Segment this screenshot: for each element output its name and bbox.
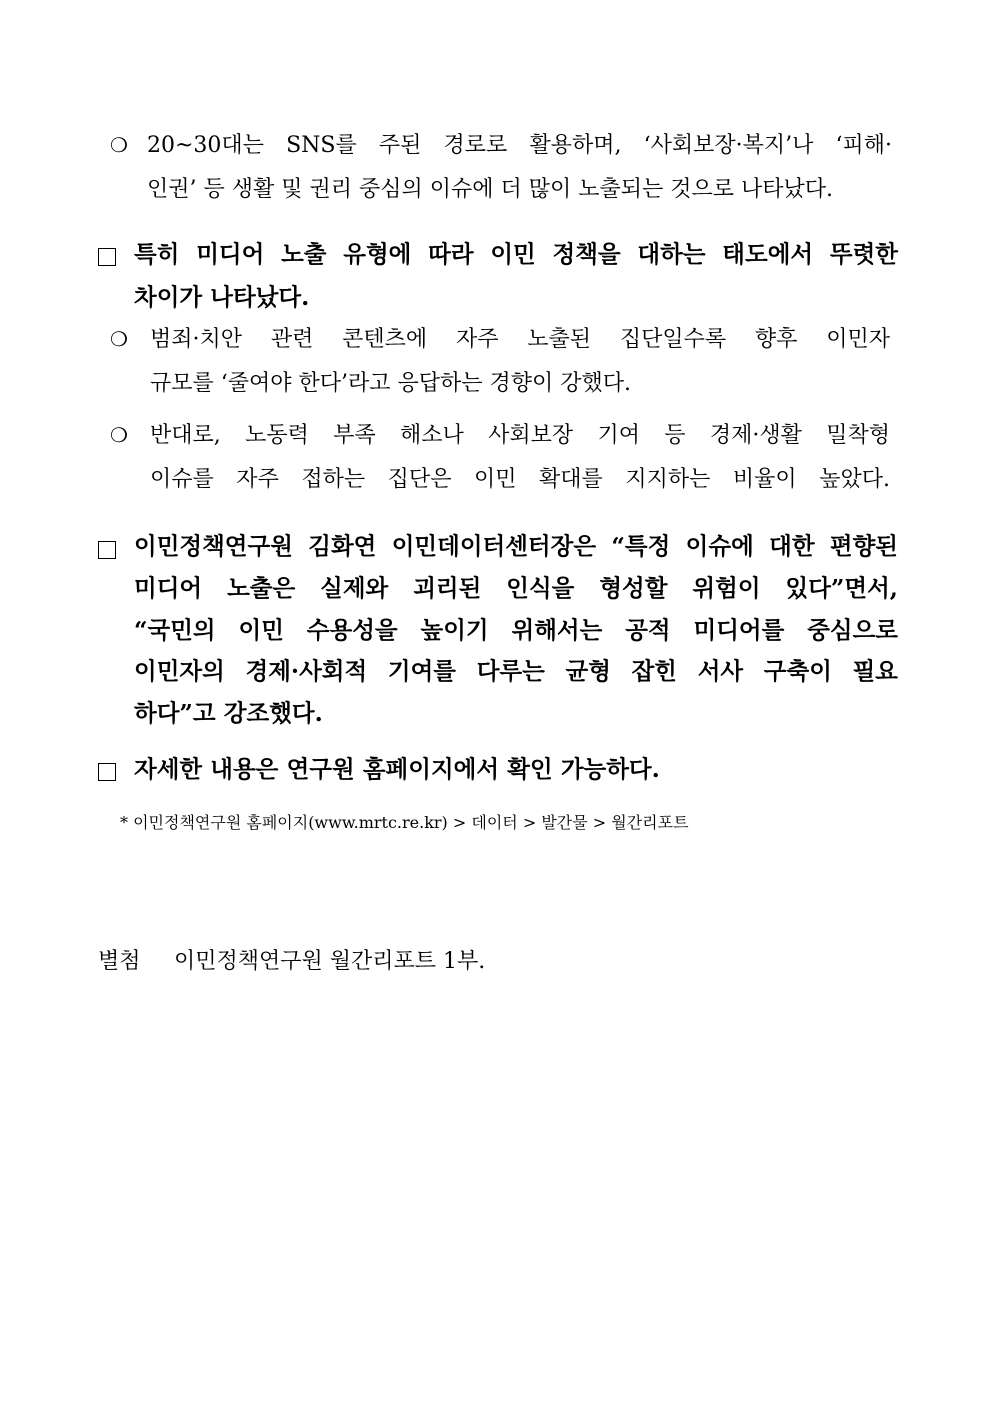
sns-usage-text-line-2: 인권’ 등 생활 및 권리 중심의 이슈에 더 많이 노출되는 것으로 나타났다. (147, 177, 833, 202)
attachment-text: 이민정책연구원 월간리포트 1부. (174, 949, 486, 974)
crime-content-text-line-1: 범죄·치안 관련 콘텐츠에 자주 노출된 집단일수록 향후 이민자 (150, 327, 890, 352)
director-quote-line-3: “국민의 이민 수용성을 높이기 위해서는 공적 미디어를 중심으로 (134, 616, 898, 644)
attitude-difference-heading-line-1: 특히 미디어 노출 유형에 따라 이민 정책을 대하는 태도에서 뚜렷한 (134, 240, 898, 268)
homepage-path-note: * 이민정책연구원 홈페이지(www.mrtc.re.kr) > 데이터 > 발간물 > 월간리포트 (120, 813, 689, 832)
economy-issue-text-line-2: 이슈를 자주 접하는 집단은 이민 확대를 지지하는 비율이 높았다. (150, 467, 890, 492)
homepage-info-heading: 자세한 내용은 연구원 홈페이지에서 확인 가능하다. (134, 755, 660, 783)
director-quote-line-4: 이민자의 경제·사회적 기여를 다루는 균형 잡힌 서사 구축이 필요 (134, 657, 898, 685)
attachment-label: 별첨 (98, 949, 141, 974)
bullet-circle-icon: ❍ (110, 133, 128, 157)
bullet-circle-icon: ❍ (110, 327, 128, 351)
economy-issue-text-line-1: 반대로, 노동력 부족 해소나 사회보장 기여 등 경제·생활 밀착형 (150, 423, 890, 448)
sns-usage-text-line-1: 20~30대는 SNS를 주된 경로로 활용하며, ‘사회보장·복지’나 ‘피해· (147, 133, 892, 158)
checkbox-square-icon (98, 763, 116, 781)
director-quote-line-2: 미디어 노출은 실제와 괴리된 인식을 형성할 위험이 있다”면서, (134, 574, 898, 602)
checkbox-square-icon (98, 248, 116, 266)
crime-content-text-line-2: 규모를 ‘줄여야 한다’라고 응답하는 경향이 강했다. (150, 371, 631, 396)
bullet-circle-icon: ❍ (110, 423, 128, 447)
checkbox-square-icon (98, 541, 116, 559)
director-quote-line-1: 이민정책연구원 김화연 이민데이터센터장은 “특정 이슈에 대한 편향된 (134, 532, 898, 560)
director-quote-line-5: 하다”고 강조했다. (134, 699, 323, 727)
attitude-difference-heading-line-2: 차이가 나타났다. (134, 283, 310, 311)
